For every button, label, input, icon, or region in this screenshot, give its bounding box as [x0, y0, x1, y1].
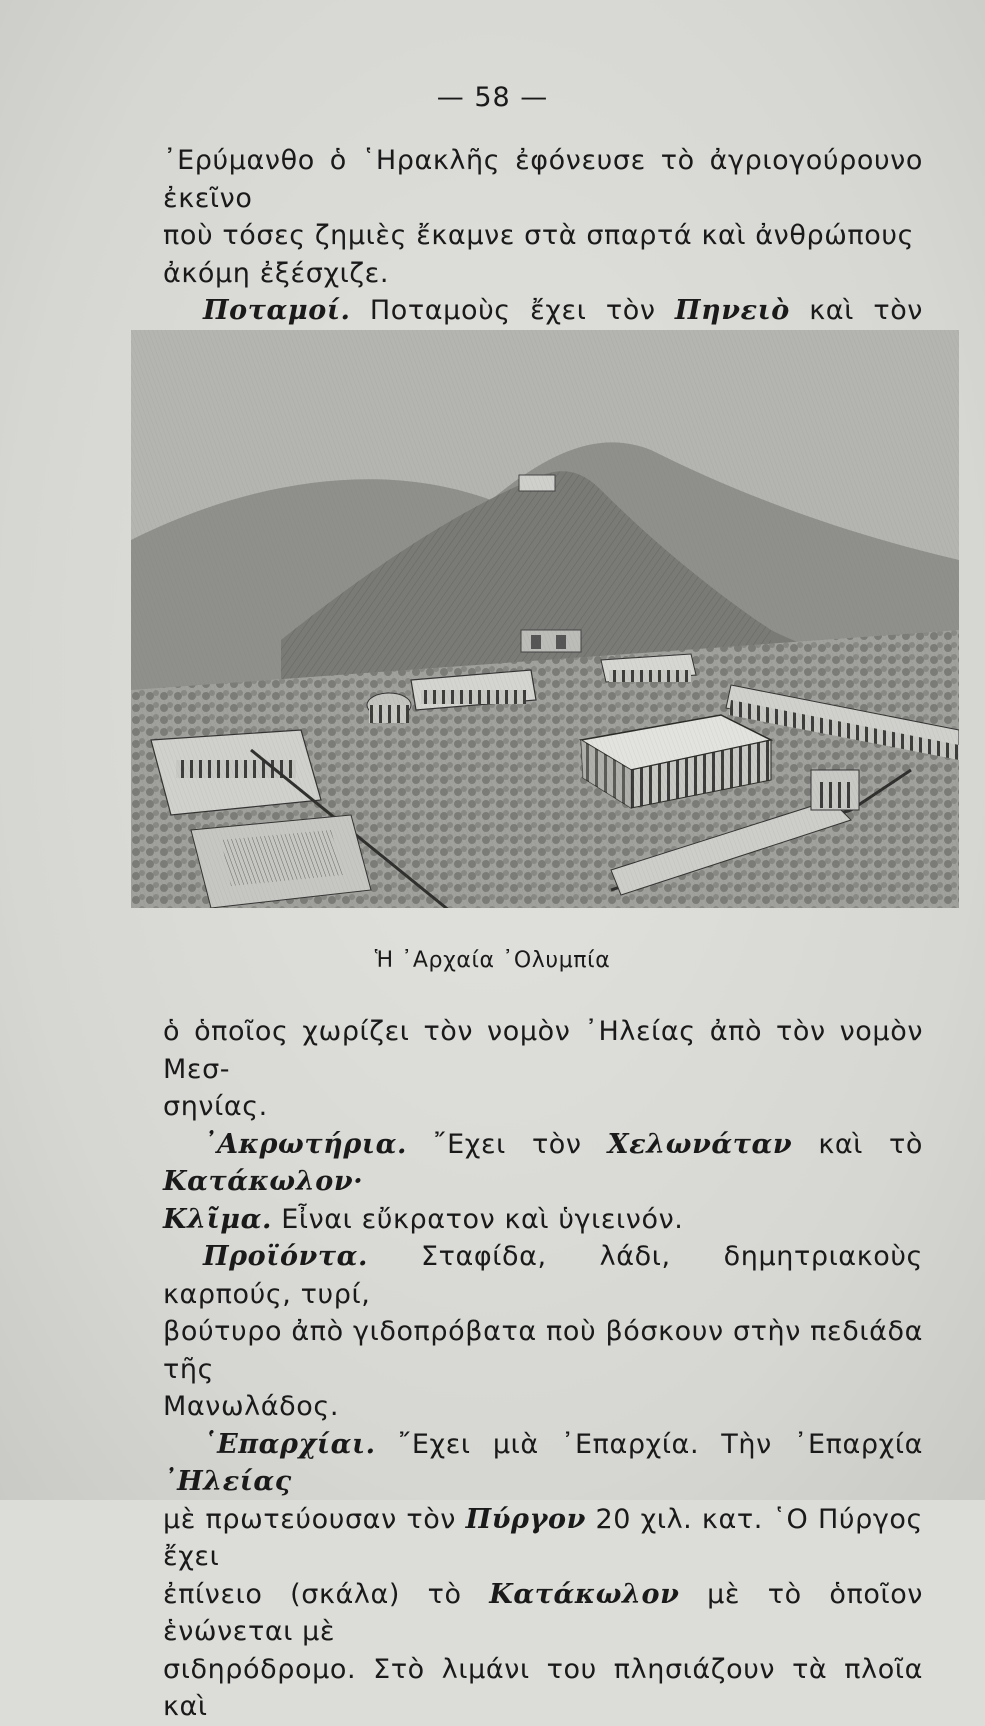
text-line: βούτυρο ἀπὸ γιδοπρόβατα ποὺ βόσκουν στὴν πεδιάδα τῆς [163, 1316, 923, 1385]
peneus-name: Πηνειὸ [674, 295, 790, 326]
products-line [163, 1238, 923, 1313]
climate-text: Εἶναι εὔκρατον καὶ ὑγιεινόν. [272, 1203, 684, 1235]
capes-text: ῎Εχει τὸν [406, 1128, 608, 1160]
illustration-caption: Ἡ ᾿Αρχαία ᾿Ολυμπία [374, 948, 611, 973]
rivers-heading: Ποταμοί. [203, 295, 351, 326]
pyrgos-line [163, 1501, 923, 1576]
port-text-2: μὲ τὸ ὁποῖον ἑνώνεται μὲ [163, 1578, 923, 1647]
text-line: ποὺ τόσες ζημιὲς ἔκαμνε στὰ σπαρτά καὶ ἀνθρώπους [163, 220, 915, 251]
text-line: ᾿Ερύμανθο ὁ ῾Ηρακλῆς ἐφόνευσε τὸ ἀγριογούρουνο ἐκεῖνο [163, 145, 923, 214]
olympia-engraving [131, 330, 959, 908]
text-line: σιδηρόδρομο. Στὸ λιμάνι του πλησιάζουν τὰ πλοῖα καὶ [163, 1653, 923, 1722]
pyrgos-name: Πύργον [465, 1503, 586, 1535]
katakolon-port-name: Κατάκωλον [489, 1578, 680, 1610]
text-line: σηνίας. [163, 1091, 268, 1122]
provinces-heading: ῾Επαρχίαι. [203, 1428, 376, 1460]
climate-line [163, 1201, 923, 1239]
capes-heading: ᾿Ακρωτήρια. [203, 1128, 407, 1160]
provinces-text: ῎Εχει μιὰ ᾿Επαρχία. Τὴν ᾿Επαρχία [375, 1428, 923, 1460]
ancient-olympia-illustration [131, 330, 959, 908]
products-text: Σταφίδα, λάδι, δημητριακοὺς καρπούς, τυρί, [163, 1241, 923, 1310]
port-text: ἐπίνειο (σκάλα) τὸ [163, 1578, 490, 1610]
text-line: Μανωλάδος. [163, 1391, 340, 1422]
products-heading: Προϊόντα. [203, 1241, 369, 1272]
text-line: ἀκόμη ἐξέσχιζε. [163, 257, 390, 289]
climate-heading: Κλῖμα. [163, 1203, 273, 1235]
pyrgos-text-2: 20 χιλ. κατ. ῾Ο Πύργος ἔχει [163, 1503, 923, 1572]
provinces-line [163, 1426, 923, 1501]
capes-text-2: καὶ τὸ [792, 1128, 923, 1160]
bottom-paragraphs [163, 1013, 923, 1726]
text-line: ὁ ὁποῖος χωρίζει τὸν νομὸν ᾿Ηλείας ἀπὸ τὸν νομὸν Μεσ- [163, 1016, 923, 1085]
capes-line [163, 1126, 923, 1201]
ilias-name: ᾿Ηλείας [163, 1466, 292, 1497]
page-number: — 58 — [436, 82, 549, 113]
chelonatas-name: Χελωνάταν [607, 1128, 793, 1160]
print-texture [131, 330, 959, 908]
katakolon-name: Κατάκωλον· [163, 1166, 364, 1197]
rivers-text-2: καὶ τὸν [789, 295, 923, 326]
rivers-text: Ποταμοὺς ἔχει τὸν [350, 295, 675, 326]
pyrgos-text: μὲ πρωτεύουσαν τὸν [163, 1503, 466, 1535]
port-line [163, 1576, 923, 1651]
